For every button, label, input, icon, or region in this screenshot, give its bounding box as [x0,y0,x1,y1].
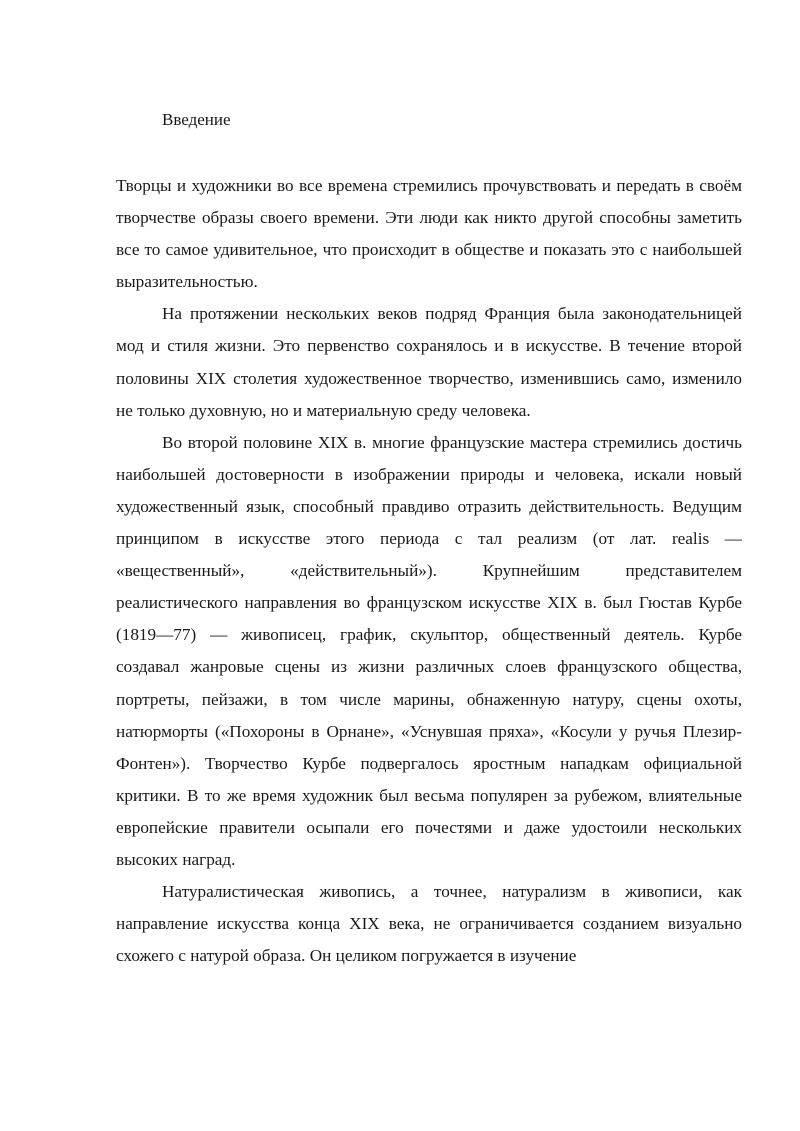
paragraph-intro: Творцы и художники во все времена стремились прочувствовать и передать в своём творчестве образы своего времени. Эти люди как никто другой способны заметить все то самое удивительное, что происходит в обществе и показать это с наибольшей выразительностью. [116,176,742,292]
section-heading: Введение [162,110,231,129]
paragraph-realism: Во второй половине XIX в. многие французские мастера стремились достичь наибольшей достоверности в изображении природы и человека, искали новый художественный язык, способный правдиво отразить действительность. Ведущим принципом в искусстве этого периода с тал реализм (от лат. realis — «вещественный», «действительный»). Крупнейшим представителем реалистического направления во французском искусстве XIX в. был Гюстав Курбе (1819—77) — живописец, график, скульптор, общественный деятель. Курбе создавал жанровые сцены из жизни различных слоев французского общества, портреты, пейзажи, в том числе марины, обнаженную натуру, сцены охоты, натюрморты («Похороны в Орнане», «Уснувшая пряха», «Косули у ручья Плезир-Фонтен»). Творчество Курбе подвергалось яростным нападкам официальной критики. В то же время художник был весьма популярен за рубежом, влиятельные европейские правители осыпали его почестями и даже удостоили нескольких высоких наград. [116,432,742,869]
paragraph-naturalism: Натуралистическая живопись, а точнее, натурализм в живописи, как направление искусства конца XIX века, не ограничивается созданием визуально схожего с натурой образа. Он целиком погружается в изучение [116,882,742,966]
paragraph-france: На протяжении нескольких веков подряд Франция была законодательницей мод и стиля жизни. Это первенство сохранялось и в искусстве. В течение второй половины XIX столетия художественное творчество, изменившись само, изменило не только духовную, но и материальную среду человека. [116,304,742,420]
body-text [116,170,742,972]
